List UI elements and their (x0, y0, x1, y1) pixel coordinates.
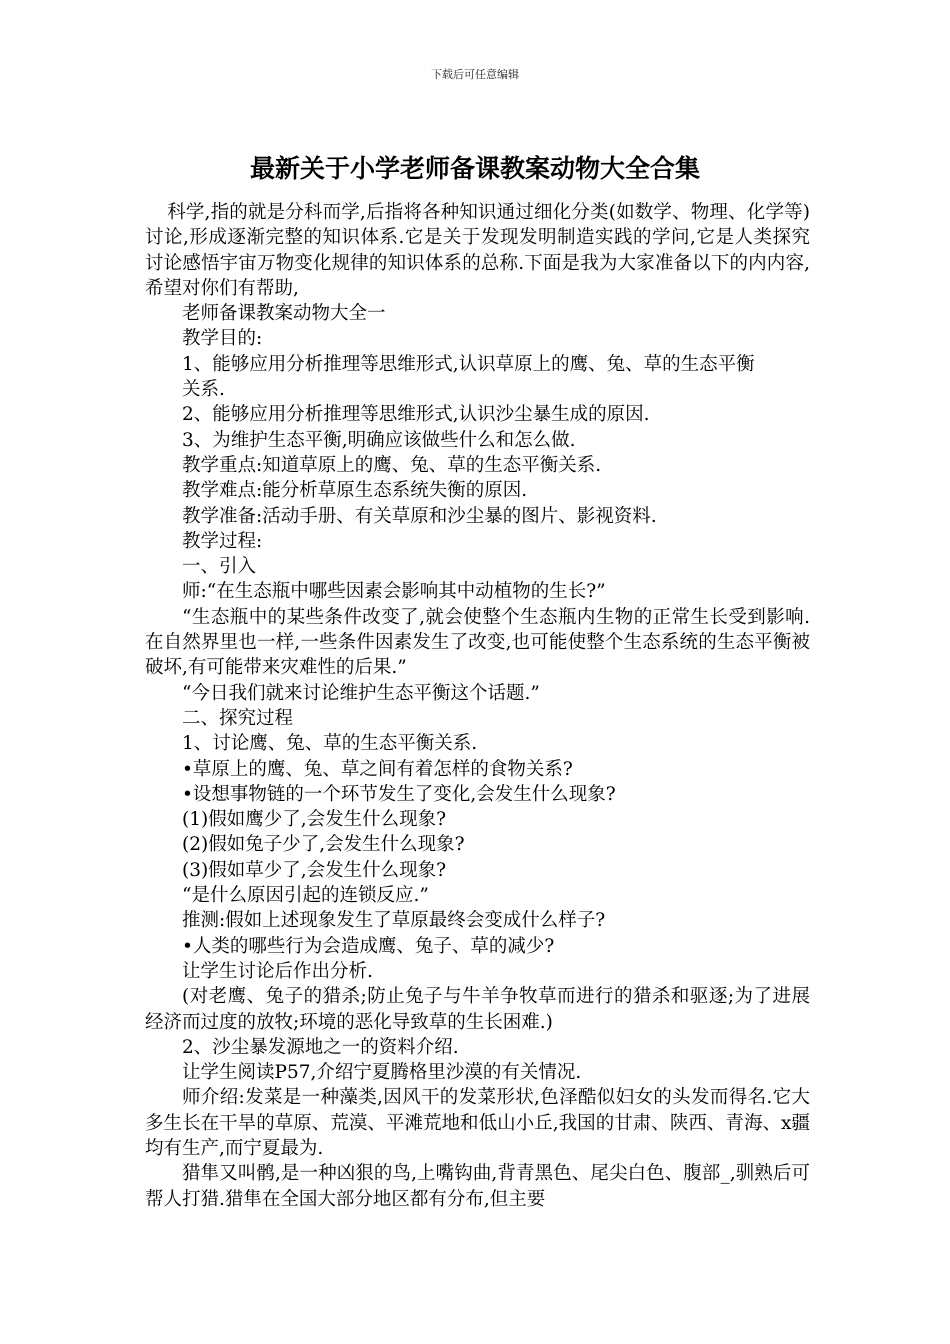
goal-item-1-cont: 关系. (182, 379, 225, 401)
teaching-difficulty: 教学难点:能分析草原生态系统失衡的原因. (182, 480, 528, 502)
teacher-question: 师:“在生态瓶中哪些因素会影响其中动植物的生长?” (182, 581, 606, 603)
falcon-introduction: 猎隼又叫鹘,是一种凶狠的鸟,上嘴钩曲,背青黑色、尾尖白色、腹部_,驯熟后可帮人打猎.猎隼在全国大部分地区都有分布,但主要 (145, 1163, 810, 1210)
question-3: (3)假如草少了,会发生什么现象? (182, 859, 447, 881)
bullet-food-chain: •设想事物链的一个环节发生了变化,会发生什么现象? (182, 783, 616, 805)
student-discussion: 让学生讨论后作出分析. (182, 960, 373, 982)
discussion-item-1: 1、讨论鹰、兔、草的生态平衡关系. (182, 733, 478, 755)
chain-reaction-quote: “是什么原因引起的连锁反应.” (182, 885, 429, 907)
teaching-process-label: 教学过程: (182, 530, 263, 552)
teaching-goal-label: 教学目的: (182, 328, 263, 350)
header-note: 下载后可任意编辑 (431, 68, 519, 81)
goal-item-3: 3、为维护生态平衡,明确应该做些什么和怎么做. (182, 429, 576, 451)
goal-item-2: 2、能够应用分析推理等思维形式,认识沙尘暴生成的原因. (182, 404, 650, 426)
analysis-paragraph: (对老鹰、兔子的猎杀;防止兔子与牛羊争牧草而进行的猎杀和驱逐;为了进展经济而过度的放牧;环境的恶化导致草的生长困难.) (145, 986, 810, 1033)
facai-introduction: 师介绍:发菜是一种藻类,因风干的发菜形状,色泽酷似妇女的头发而得名.它大多生长在干旱的草原、荒漠、平滩荒地和低山小丘,我国的甘肃、陕西、青海、x疆均有生产,而宁夏最为. (145, 1087, 810, 1159)
teaching-preparation: 教学准备:活动手册、有关草原和沙尘暴的图片、影视资料. (182, 505, 657, 527)
topic-intro: “今日我们就来讨论维护生态平衡这个话题.” (182, 682, 540, 704)
intro-paragraph: 科学,指的就是分科而学,后指将各种知识通过细化分类(如数学、物理、化学等)讨论,形成逐渐完整的知识体系.它是关于发现发明制造实践的学问,它是人类探究讨论感悟宇宙万物变化规律的知识体系的总称.下面是我为大家准备以下的内内容,希望对你们有帮助, (145, 202, 810, 299)
document-title: 最新关于小学老师备课教案动物大全合集 (249, 154, 700, 183)
document-body (145, 200, 810, 1212)
teaching-key-point: 教学重点:知道草原上的鹰、兔、草的生态平衡关系. (182, 454, 602, 476)
discussion-item-2: 2、沙尘暴发源地之一的资料介绍. (182, 1036, 459, 1058)
part-two-heading: 二、探究过程 (182, 707, 294, 729)
question-2: (2)假如兔子少了,会发生什么现象? (182, 834, 465, 856)
question-1: (1)假如鹰少了,会发生什么现象? (182, 809, 447, 831)
reading-assignment: 让学生阅读P57,介绍宁夏腾格里沙漠的有关情况. (182, 1062, 582, 1084)
speculation: 推测:假如上述现象发生了草原最终会变成什么样子? (182, 910, 606, 932)
bullet-food-relation: •草原上的鹰、兔、草之间有着怎样的食物关系? (182, 758, 573, 780)
ecology-bottle-paragraph: “生态瓶中的某些条件改变了,就会使整个生态瓶内生物的正常生长受到影响.在自然界里也一样,一些条件因素发生了改变,也可能使整个生态系统的生态平衡被破坏,有可能带来灾难性的后果.” (145, 606, 810, 679)
goal-item-1: 1、能够应用分析推理等思维形式,认识草原上的鹰、兔、草的生态平衡 (182, 353, 755, 375)
section-heading: 老师备课教案动物大全一 (182, 303, 386, 325)
bullet-human-behavior: •人类的哪些行为会造成鹰、兔子、草的减少? (182, 935, 555, 957)
part-one-heading: 一、引入 (182, 556, 257, 578)
